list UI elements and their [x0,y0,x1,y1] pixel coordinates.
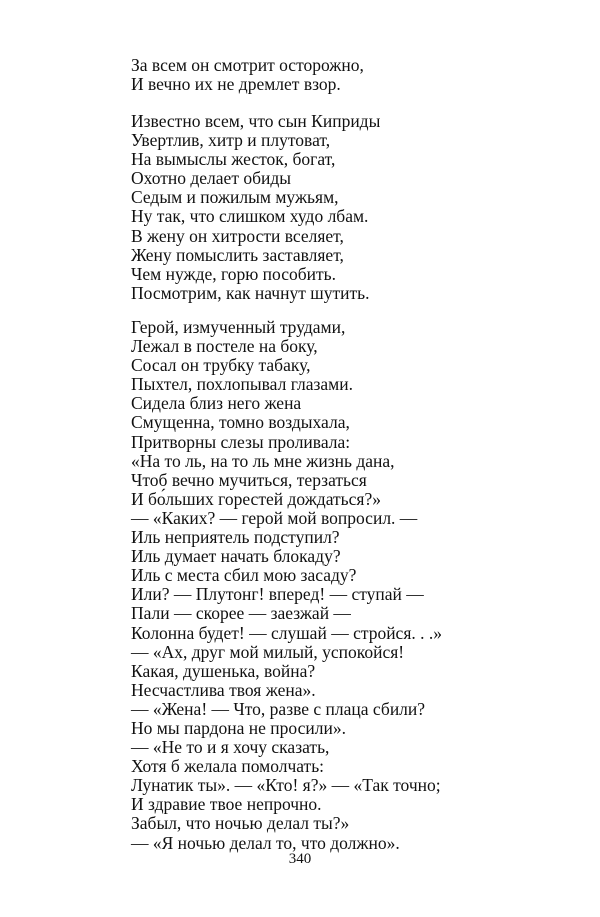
poem-line: Ну так, что слишком худо лбам. [131,206,369,227]
poem-line: И здравие твое непрочно. [131,794,322,815]
poem-line: Иль с места сбил мою засаду? [131,565,357,586]
poem-line: Хотя б желала помолчать: [131,756,325,777]
stanza-2 [131,112,571,303]
poem-line: Лунатик ты». — «Кто! я?» — «Так точно; [131,775,441,796]
poem-line: Пыхтел, похлопывал глазами. [131,374,353,395]
poem-line: Герой, измученный трудами, [131,317,346,337]
poem-line: И вечно их не дремлет взор. [131,74,341,95]
poem-line: Несчастлива твоя жена». [131,679,316,700]
poem-line: — «Ах, друг мой милый, успокойся! [131,641,405,662]
poem-line: Жену помыслить заставляет, [131,244,344,265]
poem-line: Чем нужде, горю пособить. [131,263,337,284]
poem-line: — «Не то и я хочу сказать, [131,737,330,758]
poem-line: Увертлив, хитр и плутоват, [131,130,331,151]
poem-line: «На то ль, на то ль мне жизнь дана, [131,450,395,471]
poem-line: На вымыслы жесток, богат, [131,149,336,170]
page-number: 340 [288,851,312,867]
poem-line: Седым и пожилым мужьям, [131,187,339,208]
poem-line: Сосал он трубку табаку, [131,355,311,376]
poem-line: Забыл, что ночью делал ты?» [131,813,350,834]
stanza-3 [131,318,571,853]
poem-line: Или? — Плутонг! вперед! — ступай — [131,584,424,605]
poem-line: Лежал в постеле на боку, [131,336,318,357]
poem-line: За всем он смотрит осторожно, [131,55,364,75]
poem-line: В жену он хитрости вселяет, [131,225,344,246]
poem-line: Известно всем, что сын Киприды [131,111,381,131]
poem-line: — «Каких? — герой мой вопросил. — [131,507,418,528]
poem-line: Притворны слезы проливала: [131,431,351,452]
poem-line: Иль неприятель подступил? [131,527,340,548]
poem-line: Сидела близ него жена [131,393,302,414]
poem-line: Смущенна, томно воздыхала, [131,412,350,433]
poem-line: — «Я ночью делал то, что должно». [131,832,400,853]
poem-line: Но мы пардона не просили». [131,717,346,738]
poem-line: — «Жена! — Что, разве с плаца сбили? [131,698,426,719]
poem-line: Охотно делает обиды [131,168,292,189]
poem-line: Колонна будет! — слушай — стройся. . .» [131,622,443,643]
poem-line: Чтоб вечно мучиться, терзаться [131,469,367,490]
poem-line: И бо́льших горестей дождаться?» [131,488,381,509]
stanza-1 [131,56,571,94]
poem-line: Посмотрим, как начнут шутить. [131,282,370,303]
poem-line: Иль думает начать блокаду? [131,546,341,567]
poem-line: Какая, душенька, война? [131,660,316,681]
poem-line: Пали — скорее — заезжай — [131,603,351,624]
